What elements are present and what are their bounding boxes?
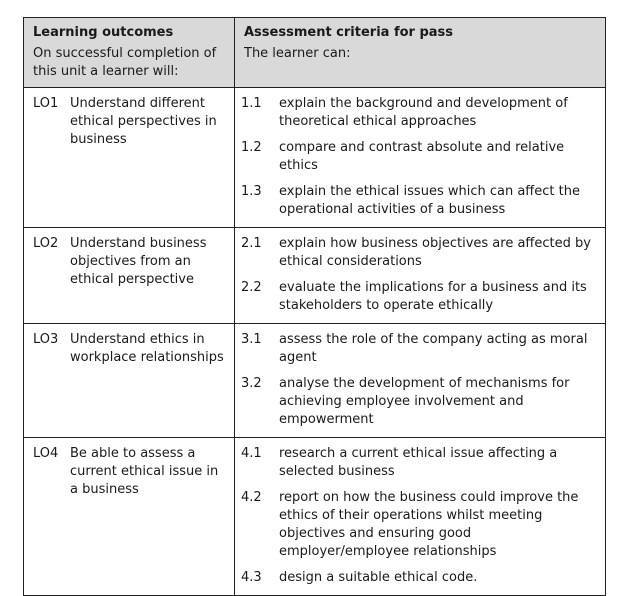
- table-row: [24, 88, 606, 228]
- criterion-item: [241, 183, 599, 219]
- lo-code: LO4: [33, 446, 59, 461]
- criterion-number: 2.1: [241, 236, 262, 251]
- table-row: [24, 228, 606, 324]
- criterion-text: explain how business objectives are affected by ethical considerations: [279, 236, 591, 269]
- learning-outcome-cell: [24, 438, 235, 596]
- criterion-item: [241, 95, 599, 131]
- criterion-text: explain the ethical issues which can affect the operational activities of a business: [279, 184, 580, 217]
- learning-outcome-cell: [24, 88, 235, 228]
- lo-text: Be able to assess a current ethical issue in a business: [70, 446, 219, 497]
- criterion-item: [241, 139, 599, 175]
- criterion-number: 4.3: [241, 570, 262, 585]
- lo-text: Understand ethics in workplace relationships: [70, 332, 224, 365]
- criterion-text: evaluate the implications for a business and its stakeholders to operate ethically: [279, 280, 587, 313]
- lo-code: LO1: [33, 96, 59, 111]
- criteria-cell: [235, 438, 606, 596]
- criterion-item: [241, 331, 599, 367]
- criterion-number: 4.2: [241, 490, 262, 505]
- criterion-item: [241, 279, 599, 315]
- lo-text: Understand different ethical perspectives in business: [70, 96, 217, 147]
- criterion-number: 2.2: [241, 280, 262, 295]
- criterion-item: [241, 489, 599, 561]
- lo-code: LO3: [33, 332, 59, 347]
- criterion-item: [241, 445, 599, 481]
- learning-outcomes-heading: Learning outcomes: [33, 25, 174, 40]
- criterion-number: 4.1: [241, 446, 262, 461]
- criterion-text: research a current ethical issue affecting a selected business: [279, 446, 558, 479]
- criterion-number: 1.2: [241, 140, 262, 155]
- header-cell-learning-outcomes: [24, 18, 235, 88]
- learning-outcome-cell: [24, 228, 235, 324]
- criteria-cell: [235, 88, 606, 228]
- criterion-number: 1.3: [241, 184, 262, 199]
- lo-text: Understand business objectives from an ethical perspective: [70, 236, 207, 287]
- criterion-text: report on how the business could improve the ethics of their operations whilst meeting objectives and ensuring good employer/employee relationships: [279, 490, 579, 559]
- assessment-criteria-subheading: The learner can:: [244, 46, 351, 61]
- criterion-number: 1.1: [241, 96, 262, 111]
- learning-outcome-cell: [24, 324, 235, 438]
- criterion-number: 3.2: [241, 376, 262, 391]
- table-row: [24, 324, 606, 438]
- criterion-item: [241, 375, 599, 429]
- assessment-criteria-heading: Assessment criteria for pass: [244, 25, 454, 40]
- criteria-cell: [235, 228, 606, 324]
- header-cell-assessment-criteria: [235, 18, 606, 88]
- lo-code: LO2: [33, 236, 59, 251]
- criterion-text: analyse the development of mechanisms for achieving employee involvement and empowerment: [279, 376, 570, 427]
- outcomes-table: [23, 17, 606, 596]
- table-row: [24, 438, 606, 596]
- criterion-number: 3.1: [241, 332, 262, 347]
- criterion-item: [241, 569, 599, 587]
- criterion-text: assess the role of the company acting as moral agent: [279, 332, 588, 365]
- criterion-text: compare and contrast absolute and relative ethics: [279, 140, 565, 173]
- criterion-text: explain the background and development of theoretical ethical approaches: [279, 96, 568, 129]
- table-header-row: [24, 18, 606, 88]
- criterion-item: [241, 235, 599, 271]
- criteria-cell: [235, 324, 606, 438]
- learning-outcomes-subheading: On successful completion of this unit a learner will:: [33, 46, 217, 79]
- criterion-text: design a suitable ethical code.: [279, 570, 478, 585]
